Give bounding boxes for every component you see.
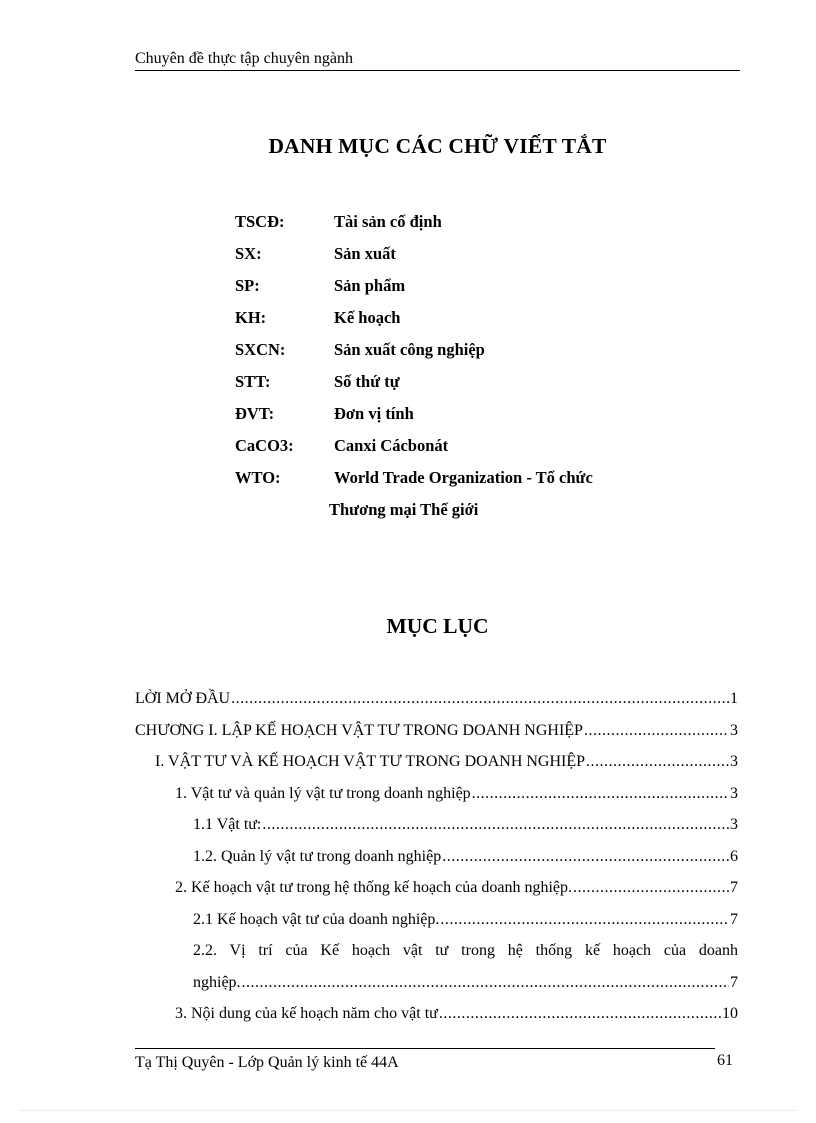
toc-entry-page: 7 (730, 973, 738, 991)
toc-entry-text: LỜI MỞ ĐẦU (135, 690, 231, 707)
toc-entry[interactable] (135, 722, 738, 754)
toc-entry-page: 1 (730, 690, 738, 707)
toc-entry-text: 2.1 Kế hoạch vật tư của doanh nghiệp. (193, 910, 440, 928)
abbreviation-meaning: Sản phẩm (334, 276, 406, 295)
toc-entry[interactable] (135, 974, 738, 1006)
footer-rule (135, 1048, 715, 1049)
abbreviation-meaning: Canxi Cácbonát (334, 436, 449, 455)
toc-entry-text: I. VẬT TƯ VÀ KẾ HOẠCH VẬT TƯ TRONG DOANH NGHIỆP (155, 753, 586, 770)
toc-leader-dots (442, 848, 729, 866)
toc-leader-dots (242, 974, 729, 992)
abbreviation-meaning: World Trade Organization - Tổ chức (334, 468, 593, 487)
toc-entry-page: 3 (730, 816, 738, 833)
abbreviation-key: SXCN: (235, 340, 286, 359)
toc-entry[interactable] (135, 690, 738, 722)
page-edge-divider (20, 1110, 796, 1111)
toc-entry[interactable] (135, 816, 738, 848)
toc-entry-page: 3 (730, 784, 738, 802)
toc-entry-text: 1. Vật tư và quản lý vật tư trong doanh nghiệp (175, 784, 471, 802)
toc-entry-page: 7 (730, 910, 738, 928)
toc-leader-dots (262, 816, 729, 834)
abbreviation-continuation: Thương mại Thế giới (329, 500, 479, 519)
toc-leader-dots (440, 911, 729, 929)
toc-leader-dots (586, 753, 729, 771)
abbreviation-meaning: Sản xuất (334, 244, 396, 263)
toc-entry[interactable] (135, 879, 738, 911)
toc-entry[interactable] (135, 785, 738, 817)
abbreviation-meaning: Sản xuất công nghiệp (334, 340, 485, 359)
abbreviations-title: DANH MỤC CÁC CHỮ VIẾT TẮT (268, 134, 607, 158)
toc-leader-dots (584, 722, 729, 740)
toc-entry-text: 2. Kế hoạch vật tư trong hệ thống kế hoạch của doanh nghiệp. (175, 879, 572, 896)
abbreviation-meaning: Đơn vị tính (334, 404, 414, 423)
toc-leader-dots (573, 879, 729, 897)
toc-entry[interactable] (135, 1005, 738, 1037)
toc-entry-page: 10 (722, 1005, 738, 1022)
abbreviation-meaning: Tài sản cố định (334, 212, 442, 231)
abbreviation-key: CaCO3: (235, 436, 294, 455)
toc-entry[interactable] (135, 911, 738, 943)
abbreviation-key: TSCĐ: (235, 212, 285, 231)
toc-entry-page: 3 (730, 721, 738, 739)
abbreviation-key: ĐVT: (235, 404, 275, 423)
toc-entry-text: nghiệp. (193, 973, 241, 991)
abbreviation-key: WTO: (235, 468, 281, 487)
abbreviation-key: SP: (235, 276, 260, 295)
toc-leader-dots (472, 785, 729, 803)
page-header: Chuyên đề thực tập chuyên ngành (135, 50, 740, 71)
toc-entry[interactable] (135, 848, 738, 880)
abbreviation-key: SX: (235, 244, 262, 263)
toc-entry-page: 3 (730, 753, 738, 770)
toc-entry-page: 6 (730, 847, 738, 865)
abbreviation-meaning: Kế hoạch (334, 308, 401, 327)
toc-leader-dots (439, 1005, 721, 1023)
toc-entry-text: CHƯƠNG I. LẬP KẾ HOẠCH VẬT TƯ TRONG DOANH NGHIỆP (135, 721, 583, 739)
toc-entry-text: 1.2. Quản lý vật tư trong doanh nghiệp (193, 847, 442, 865)
toc-title: MỤC LỤC (386, 614, 489, 638)
page-number: 61 (717, 1052, 733, 1069)
toc-entry-wrapped-line[interactable]: 2.2. Vị trí của Kế hoạch vật tư trong hệ thống kế hoạch của doanh (193, 942, 738, 959)
toc-entry-page: 7 (730, 879, 738, 896)
table-of-contents (135, 690, 738, 1037)
footer-author: Tạ Thị Quyên - Lớp Quản lý kinh tế 44A (135, 1054, 399, 1071)
toc-leader-dots (231, 690, 729, 708)
abbreviation-key: STT: (235, 372, 271, 391)
toc-entry-text: 3. Nội dung của kế hoạch năm cho vật tư (175, 1005, 438, 1022)
abbreviation-meaning: Số thứ tự (334, 372, 400, 391)
toc-entry-text: 1.1 Vật tư: (193, 816, 262, 833)
toc-entry[interactable] (135, 753, 738, 785)
abbreviation-key: KH: (235, 308, 267, 327)
